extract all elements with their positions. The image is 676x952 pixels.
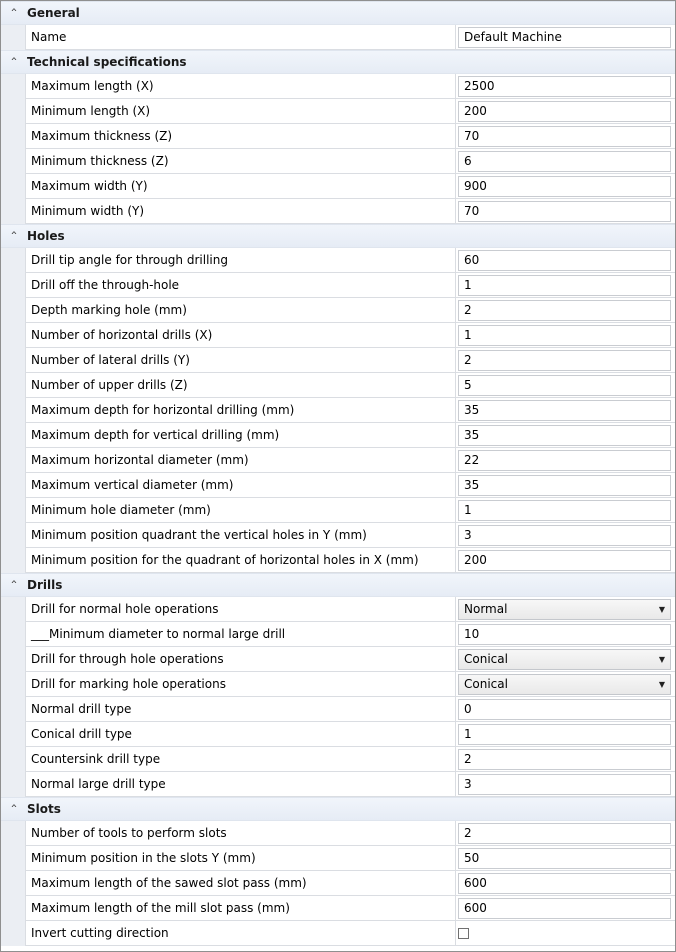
property-value-cell: [456, 149, 675, 174]
row-gutter: [1, 174, 25, 199]
property-input[interactable]: 35: [458, 400, 671, 421]
property-label: Number of upper drills (Z): [25, 373, 456, 398]
row-gutter: [1, 622, 25, 647]
property-row: [1, 597, 675, 622]
row-gutter: [1, 697, 25, 722]
property-row: [1, 423, 675, 448]
chevron-up-icon[interactable]: ˄: [10, 229, 18, 243]
row-gutter: [1, 323, 25, 348]
property-value-cell: [456, 248, 675, 273]
property-value-cell: [456, 672, 675, 697]
property-label: Invert cutting direction: [25, 921, 456, 946]
property-value-cell: [456, 622, 675, 647]
property-value-cell: [456, 523, 675, 548]
chevron-up-icon[interactable]: ˄: [10, 802, 18, 816]
property-value-cell: [456, 747, 675, 772]
property-input[interactable]: 600: [458, 898, 671, 919]
property-input[interactable]: 3: [458, 525, 671, 546]
property-label: Number of tools to perform slots: [25, 821, 456, 846]
property-row: [1, 199, 675, 224]
row-gutter: [1, 473, 25, 498]
property-label: Number of lateral drills (Y): [25, 348, 456, 373]
property-value-cell: [456, 448, 675, 473]
property-label: Drill tip angle for through drilling: [25, 248, 456, 273]
category-title: Technical specifications: [27, 55, 187, 69]
property-row: [1, 473, 675, 498]
property-value-cell: [456, 722, 675, 747]
property-input[interactable]: 1: [458, 275, 671, 296]
property-value-cell: [456, 174, 675, 199]
property-input[interactable]: 2: [458, 300, 671, 321]
chevron-up-icon[interactable]: ˄: [10, 578, 18, 592]
row-gutter: [1, 348, 25, 373]
chevron-up-icon[interactable]: ˄: [10, 55, 18, 69]
property-row: [1, 149, 675, 174]
property-input[interactable]: 60: [458, 250, 671, 271]
property-input[interactable]: 2: [458, 749, 671, 770]
row-gutter: [1, 74, 25, 99]
property-row: [1, 74, 675, 99]
checkbox-icon[interactable]: [458, 928, 469, 939]
row-gutter: [1, 896, 25, 921]
category-title: Holes: [27, 229, 65, 243]
property-value-cell: [456, 821, 675, 846]
property-value-cell: [456, 473, 675, 498]
property-label: Normal large drill type: [25, 772, 456, 797]
row-gutter: [1, 846, 25, 871]
property-label: Name: [25, 25, 456, 50]
category-title: Drills: [27, 578, 63, 592]
property-label: Maximum vertical diameter (mm): [25, 473, 456, 498]
property-label: Maximum thickness (Z): [25, 124, 456, 149]
property-row: [1, 498, 675, 523]
property-row: [1, 747, 675, 772]
row-gutter: [1, 921, 25, 946]
property-row: [1, 697, 675, 722]
property-input[interactable]: 10: [458, 624, 671, 645]
property-value-cell: [456, 273, 675, 298]
property-row: [1, 622, 675, 647]
property-input[interactable]: Default Machine: [458, 27, 671, 48]
property-input[interactable]: 2500: [458, 76, 671, 97]
row-gutter: [1, 423, 25, 448]
property-label: Normal drill type: [25, 697, 456, 722]
category-general[interactable]: [1, 1, 675, 25]
property-value-cell: [456, 498, 675, 523]
chevron-up-icon[interactable]: ˄: [10, 6, 18, 20]
row-gutter: [1, 248, 25, 273]
property-row: [1, 722, 675, 747]
property-label: Minimum position in the slots Y (mm): [25, 846, 456, 871]
property-value-cell: [456, 697, 675, 722]
property-label: Drill for marking hole operations: [25, 672, 456, 697]
property-row: [1, 373, 675, 398]
property-input[interactable]: 0: [458, 699, 671, 720]
property-row: [1, 846, 675, 871]
property-row: [1, 248, 675, 273]
dropdown-value: Conical: [464, 677, 508, 691]
row-gutter: [1, 124, 25, 149]
property-value-cell: [456, 199, 675, 224]
row-gutter: [1, 597, 25, 622]
row-gutter: [1, 498, 25, 523]
property-input[interactable]: 50: [458, 848, 671, 869]
property-row: [1, 25, 675, 50]
property-input[interactable]: 900: [458, 176, 671, 197]
property-label: Drill for normal hole operations: [25, 597, 456, 622]
row-gutter: [1, 199, 25, 224]
property-row: [1, 398, 675, 423]
row-gutter: [1, 772, 25, 797]
property-value-cell: [456, 398, 675, 423]
property-row: [1, 548, 675, 573]
property-label: Drill for through hole operations: [25, 647, 456, 672]
property-label: Maximum length (X): [25, 74, 456, 99]
property-input[interactable]: 6: [458, 151, 671, 172]
property-row: [1, 124, 675, 149]
property-value-cell: [456, 548, 675, 573]
property-label: Depth marking hole (mm): [25, 298, 456, 323]
property-row: [1, 672, 675, 697]
property-dropdown[interactable]: [458, 649, 671, 670]
property-value-cell: [456, 846, 675, 871]
property-value-cell: [456, 921, 675, 946]
property-value-cell: [456, 597, 675, 622]
row-gutter: [1, 373, 25, 398]
property-input[interactable]: 2: [458, 350, 671, 371]
row-gutter: [1, 273, 25, 298]
property-input[interactable]: 200: [458, 550, 671, 571]
property-value-cell: [456, 348, 675, 373]
property-input[interactable]: 70: [458, 126, 671, 147]
property-label: Maximum width (Y): [25, 174, 456, 199]
row-gutter: [1, 672, 25, 697]
property-row: [1, 298, 675, 323]
property-input[interactable]: 3: [458, 774, 671, 795]
property-dropdown[interactable]: [458, 599, 671, 620]
property-row: [1, 99, 675, 124]
property-label: Drill off the through-hole: [25, 273, 456, 298]
dropdown-arrow-icon[interactable]: ▼: [658, 604, 665, 614]
property-row: [1, 871, 675, 896]
property-label: Minimum hole diameter (mm): [25, 498, 456, 523]
property-input[interactable]: 600: [458, 873, 671, 894]
property-row: [1, 821, 675, 846]
property-input[interactable]: 1: [458, 500, 671, 521]
property-row: [1, 523, 675, 548]
property-label: Maximum length of the mill slot pass (mm): [25, 896, 456, 921]
property-label: Maximum length of the sawed slot pass (mm): [25, 871, 456, 896]
property-label: Maximum depth for horizontal drilling (mm): [25, 398, 456, 423]
property-value-cell: [456, 896, 675, 921]
property-value-cell: [456, 871, 675, 896]
row-gutter: [1, 298, 25, 323]
property-value-cell: [456, 373, 675, 398]
property-input[interactable]: 35: [458, 425, 671, 446]
property-value-cell: [456, 74, 675, 99]
property-input[interactable]: 1: [458, 325, 671, 346]
property-label: Minimum width (Y): [25, 199, 456, 224]
dropdown-value: Conical: [464, 652, 508, 666]
row-gutter: [1, 448, 25, 473]
dropdown-arrow-icon[interactable]: ▼: [658, 679, 665, 689]
property-row: [1, 174, 675, 199]
row-gutter: [1, 149, 25, 174]
row-gutter: [1, 25, 25, 50]
property-value-cell: [456, 99, 675, 124]
row-gutter: [1, 647, 25, 672]
property-row: [1, 647, 675, 672]
property-value-cell: [456, 423, 675, 448]
property-input[interactable]: 2: [458, 823, 671, 844]
property-value-cell: [456, 124, 675, 149]
property-label: Number of horizontal drills (X): [25, 323, 456, 348]
property-row: [1, 273, 675, 298]
property-label: ___Minimum diameter to normal large drill: [25, 622, 456, 647]
row-gutter: [1, 747, 25, 772]
property-value-cell: [456, 298, 675, 323]
property-input[interactable]: 22: [458, 450, 671, 471]
row-gutter: [1, 871, 25, 896]
property-dropdown[interactable]: [458, 674, 671, 695]
category-title: Slots: [27, 802, 61, 816]
row-gutter: [1, 821, 25, 846]
property-row: [1, 348, 675, 373]
property-label: Minimum length (X): [25, 99, 456, 124]
category-slots[interactable]: [1, 797, 675, 821]
property-value-cell: [456, 25, 675, 50]
property-label: Conical drill type: [25, 722, 456, 747]
row-gutter: [1, 548, 25, 573]
property-label: Maximum horizontal diameter (mm): [25, 448, 456, 473]
row-gutter: [1, 722, 25, 747]
property-label: Minimum thickness (Z): [25, 149, 456, 174]
property-row: [1, 323, 675, 348]
property-input[interactable]: 200: [458, 101, 671, 122]
row-gutter: [1, 398, 25, 423]
property-row: [1, 896, 675, 921]
property-value-cell: [456, 772, 675, 797]
dropdown-value: Normal: [464, 602, 508, 616]
property-row: [1, 921, 675, 946]
property-label: Maximum depth for vertical drilling (mm): [25, 423, 456, 448]
property-input[interactable]: 70: [458, 201, 671, 222]
category-drills[interactable]: [1, 573, 675, 597]
property-label: Minimum position for the quadrant of horizontal holes in X (mm): [25, 548, 456, 573]
property-row: [1, 448, 675, 473]
property-input[interactable]: 1: [458, 724, 671, 745]
row-gutter: [1, 99, 25, 124]
dropdown-arrow-icon[interactable]: ▼: [658, 654, 665, 664]
property-row: [1, 772, 675, 797]
property-input[interactable]: 5: [458, 375, 671, 396]
property-value-cell: [456, 647, 675, 672]
category-title: General: [27, 6, 80, 20]
category-holes[interactable]: [1, 224, 675, 248]
property-input[interactable]: 35: [458, 475, 671, 496]
property-label: Countersink drill type: [25, 747, 456, 772]
property-label: Minimum position quadrant the vertical holes in Y (mm): [25, 523, 456, 548]
category-technical[interactable]: [1, 50, 675, 74]
property-value-cell: [456, 323, 675, 348]
row-gutter: [1, 523, 25, 548]
